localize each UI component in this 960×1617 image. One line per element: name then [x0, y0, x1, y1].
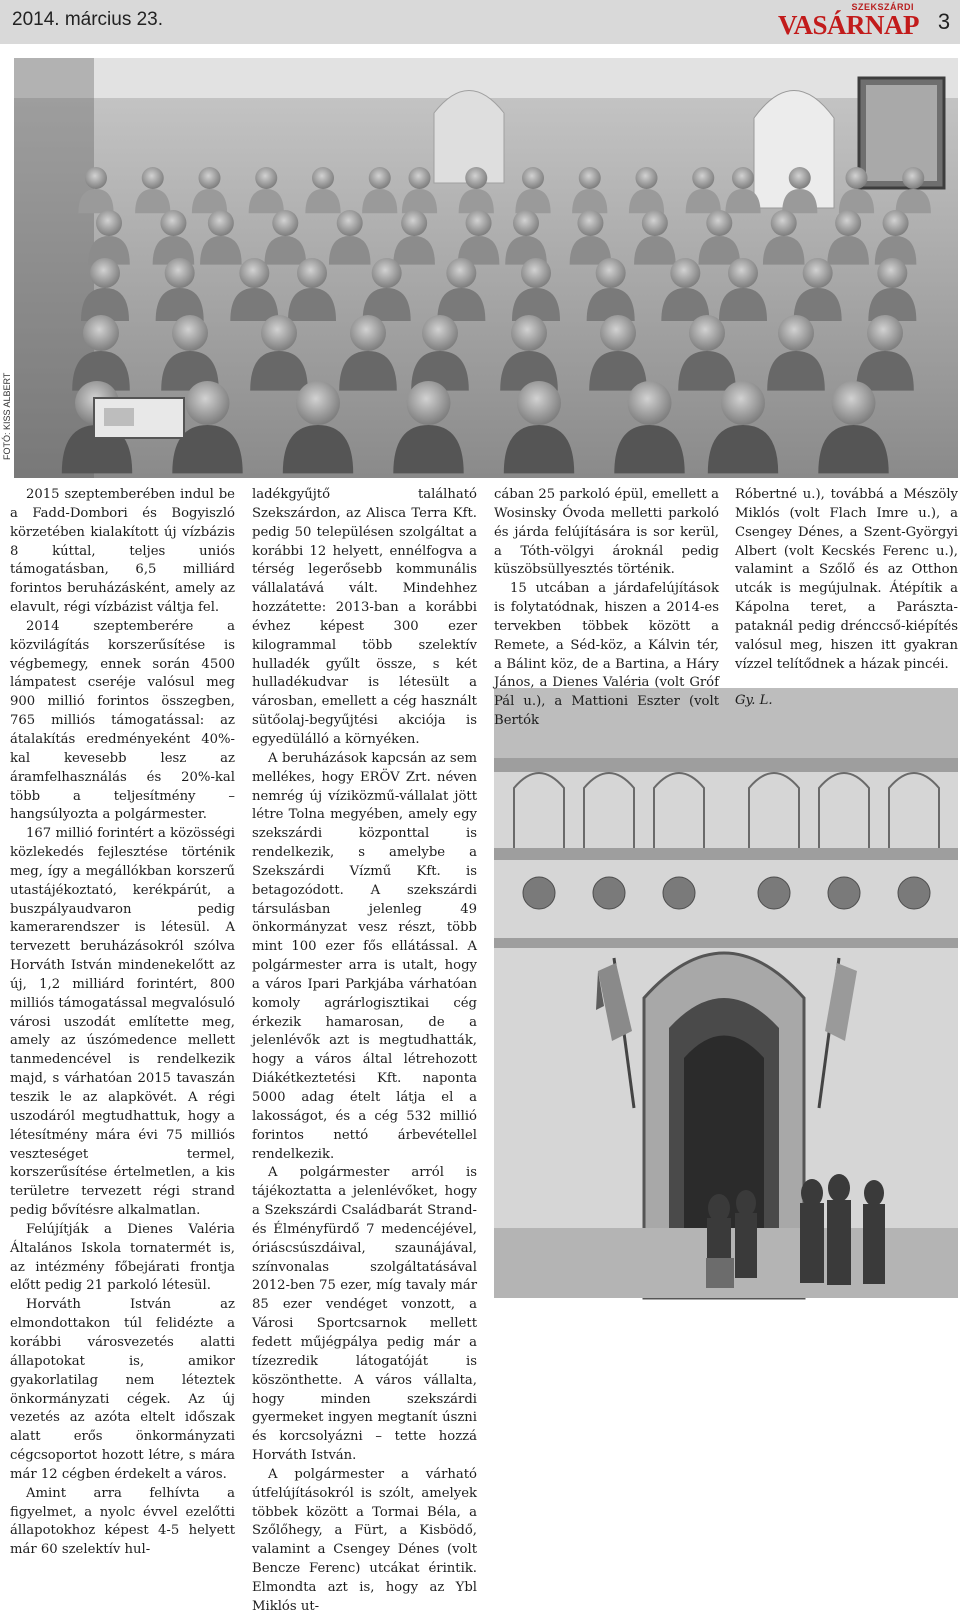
paragraph: cában 25 parkoló épül, emellett a Wosinsky Óvoda melletti parkoló és járda felújítására is sor kerül, a Tóth-völgyi ároknál pedig küszöbsüllyesztés történik.	[494, 487, 719, 578]
logo-title: VASÁRNAP	[778, 10, 920, 40]
article-column-2	[252, 486, 477, 1617]
newspaper-logo	[778, 1, 928, 43]
paragraph: A beruházások kapcsán az sem mellékes, hogy ERÖV Zrt. néven nemrég új víziközmű-vállalat jött létre Tolna megyében, amely egy szekszárdi központtal is rendelkezik, s amelybe a Szekszárdi Vízmű Kft. is betagozódott. A szekszárdi társulásban jelenleg 49 önkormányzat vesz részt, több mint 100 ezer fős ellátással. A polgármester arra is utalt, hogy a város Ipari Parkjába várhatóan komoly agrárlogisztikai cég érkezik hamarosan, de a jelenlévők azt is megtudhatták, hogy a város által létrehozott Diákétkeztetési Kft. naponta 5000 adag ételt látja el a lakosságot, és a cég 532 millió forintos nettó árbevétellel rendelkezik.	[252, 750, 477, 1162]
audience-photo	[14, 58, 958, 478]
logo-subtitle: SZEKSZÁRDI	[851, 2, 914, 12]
photo-credit-text: FOTÓ: KISS ALBERT	[2, 372, 12, 460]
paragraph: 15 utcában a járdafelújítások is folytatódnak, hiszen a 2014-es tervekben többek között a Remete, a Séd-köz, a Kálvin tér, a Bálint köz, de a Bartina, a Háry János, a Dienes Valéria (volt Gróf Pál u.), a Mattioni Eszter (volt Bertók	[494, 581, 719, 729]
paragraph: 2015 szeptemberében indul be a Fadd-Dombori és Bogyiszló körzetében kialakított új vízbázis 8 kúttal, teljes uniós támogatásban, 6,5 milliárd forintos beruházásként, amely az elavult, régi vízbázist váltja fel.	[10, 487, 235, 616]
paragraph: A polgármester arról is tájékoztatta a jelenlévőket, hogy a Szekszárdi Családbarát Strand- és Élményfürdő 7 medencéjével, óriáscsúszdáival, szaunájával, színvonalas szolgáltatásával 2012-ben 75 ezer, míg tavaly már 85 ezer vendéget vonzott, a Városi Sportcsarnok mellett fedett műjégpálya pedig már a tízezredik látogatóját is köszönthette. A város vállalta, hogy minden szekszárdi gyermeket ingyen megtanít úszni és korcsolyázni – tette hozzá Horváth István.	[252, 1165, 477, 1464]
photo-credit	[0, 372, 14, 460]
paragraph: 2014 szeptemberére a közvilágítás korszerűsítése is végbemegy, ennek során 4500 lámpatest cseréje valósul meg 900 millió forintos összegben, 765 milliós támogatással: az átalakítás eredményeként 40%-kal kevesebb lesz az áramfelhasználás és 20%-kal több a teljesítmény – hangsúlyozta a polgármester.	[10, 618, 235, 823]
issue-date: 2014. március 23.	[12, 9, 164, 30]
paragraph: A polgármester a várható útfelújításokról is szólt, amelyek többek között a Tormai Béla, a Szőlőhegy, a Fürt, a Kisbödő, valamint a Csengey Dénes (volt Bencze Ferenc) utcákat érintik. Elmondta azt is, hogy az Ybl Miklós ut-	[252, 1466, 477, 1614]
article-column-3	[494, 486, 719, 731]
paragraph: Róbertné u.), továbbá a Mészöly Miklós (volt Flach Imre u.), a Csengey Dénes, a Szent-Györgyi Albert (volt Kecskés Ferenc u.), valamint a Szőlő és az Otthon utcák is megújulnak. Átépítik a Kápolna teret, a Parászta-pataknál pedig drénccső-kiépítés valósul meg, hiszen itt gyakran vízzel telítődnek a házak pincéi.	[735, 487, 958, 672]
article-column-4	[735, 486, 958, 711]
paragraph: 167 millió forintért a közösségi közlekedés fejlesztése történik meg, így a megállókban korszerű utastájékoztató, kerékpárút, a buszpályaudvaron pedig kamerarendszer is létesül. A tervezett beruházásokról szólva Horváth István mindenekelőtt az új, 1,2 milliárd forintért, 800 milliós támogatással megvalósuló városi uszodát említette meg, amely az úszómedence mellett tanmedencével is rendelkezik majd, s várhatóan 2015 tavaszán teszik le az alapkövét. A régi uszodáról megtudhattuk, hogy a létesítmény mára évi 75 milliós veszteséget termel, korszerűsítése értelmetlen, a kis területre tervezett régi strand pedig bővítésre alkalmatlan.	[10, 826, 235, 1219]
paragraph: Felújítják a Dienes Valéria Általános Iskola tornatermét is, az intézmény főbejárati frontja előtt pedig 21 parkoló létesül.	[10, 1221, 235, 1294]
paragraph: ladékgyűjtő található Szekszárdon, az Alisca Terra Kft. pedig 50 településen szolgáltat a korábbi 12 helyett, ennélfogva a térség legerősebb kommunális vállalatává vált. Mindehhez hozzátette: 2013-ban a korábbi évhez képest 300 ezer kilogrammal több szelektív hulladék gyűlt össze, s két hulladékudvar is létesült a városban, emellett a cég használt sütőolaj-begyűjtési akciója is egyedülálló a környéken.	[252, 487, 477, 747]
page-number: 3	[937, 9, 951, 34]
author-signature: Gy. L.	[735, 693, 773, 709]
page-header	[0, 0, 960, 44]
building-entrance-photo	[494, 688, 958, 1298]
paragraph: Horváth István az elmondottakon túl felidézte a korábbi városvezetés alatti állapotokat is, amikor gyakorlatilag nem léteztek önkormányzati cégek. Az új vezetés az azóta eltelt időszak alatt erős önkormányzati cégcsoportot hozott létre, s mára már 12 cégben érdekelt a város.	[10, 1297, 235, 1482]
article-column-1	[10, 486, 235, 1560]
paragraph: Amint arra felhívta a figyelmet, a nyolc évvel ezelőtti állapotokhoz képest 4-5 helyett már 60 szelektív hul-	[10, 1485, 235, 1558]
